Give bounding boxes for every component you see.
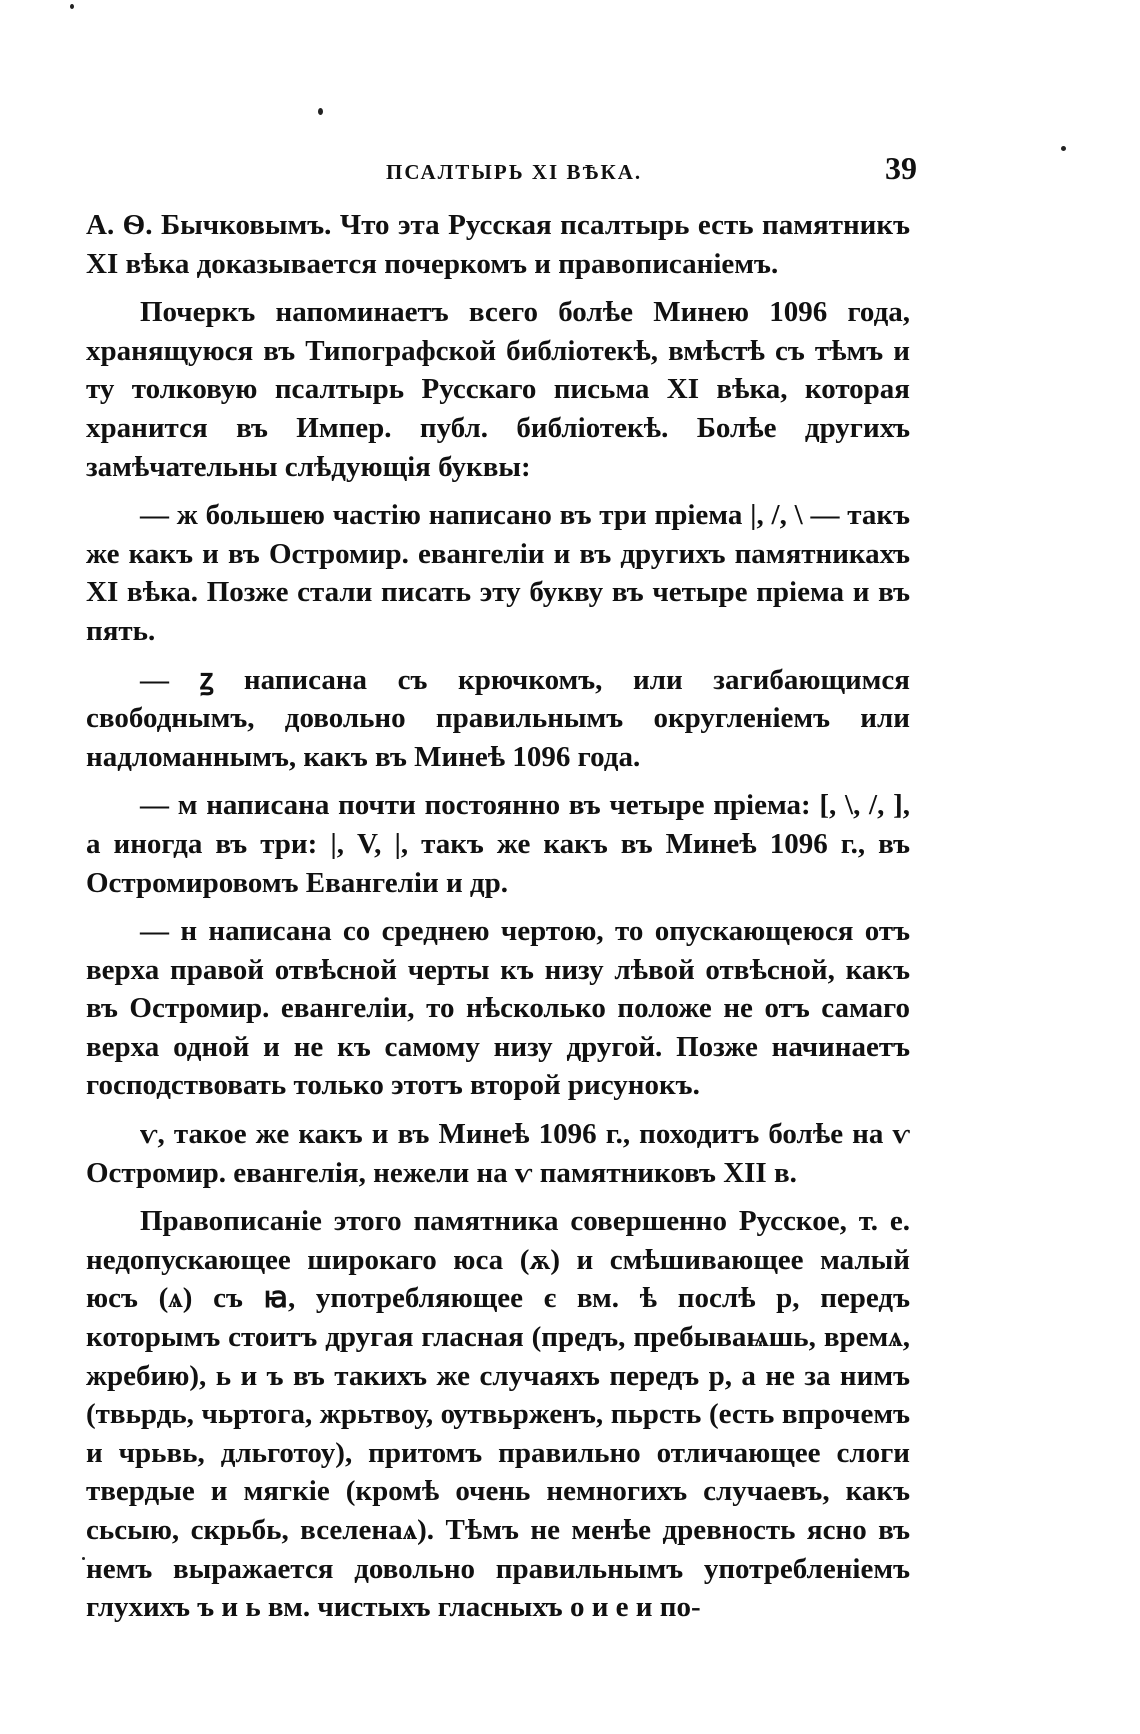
running-title: ПСАЛТЫРЬ XI ВѢКА. <box>386 160 643 184</box>
paragraph: А. Ѳ. Бычковымъ. Что эта Русская псалтырь есть памятникъ XI вѣка доказывается почеркомъ и правописаніемъ. <box>86 209 910 280</box>
paragraph: — н написана со среднею чертою, то опускающеюся отъ верха правой отвѣсной черты къ низу лѣвой отвѣсной, какъ въ Остромир. евангеліи, то нѣсколько положе не отъ самаго верха одной и не къ самому низу другой. Позже начинаетъ господствовать только этотъ второй рисунокъ. <box>86 915 910 1102</box>
paragraph: Почеркъ напоминаетъ всего болѣе Минею 1096 года, хранящуюся въ Типографской библіотекѣ, вмѣстѣ съ тѣмъ и ту толковую псалтырь Русскаго письма XI вѣка, которая хранится въ Импер. публ. библіотекѣ. Болѣе другихъ замѣчательны слѣдующія буквы: <box>86 296 910 483</box>
scan-speck <box>1061 146 1066 151</box>
paragraph: — ж большею частію написано въ три пріема |, /, \ — такъ же какъ и въ Остромир. евангеліи и въ другихъ памятникахъ XI вѣка. Позже стали писать эту букву въ четыре пріема и въ пять. <box>86 499 910 647</box>
paragraph: — ꙁ написана съ крючкомъ, или загибающимся свободнымъ, довольно правильнымъ округленіемъ или надломаннымъ, какъ въ Минеѣ 1096 года. <box>86 663 910 773</box>
paragraph: Правописаніе этого памятника совершенно Русское, т. е. недопускающее широкаго юса (ѫ) и смѣшивающее малый юсъ (ѧ) съ ꙗ, употребляющее є вм. ѣ послѣ р, передъ которымъ стоитъ другая гласная (предъ, пребываѩшь, времѧ, жребию), ь и ъ въ такихъ же случаяхъ передъ р, а не за нимъ (твьрдь, чьртога, жрьтвоу, ѹтвьрженъ, пьрсть (есть впрочемъ и чрьвь, дльготоу), притомъ правильно отличающее слоги твердые и мягкіе (кромѣ очень немногихъ случаевъ, какъ сьсыю, скрьбь, вселенаѧ). Тѣмъ не менѣе древность ясно въ немъ выражается довольно правильнымъ употребленіемъ глухихъ ъ и ь вм. чистыхъ гласныхъ о и е и по- <box>86 1205 910 1624</box>
scan-speck <box>70 4 74 9</box>
scan-speck <box>318 108 323 115</box>
paragraph: — м написана почти постоянно въ четыре пріема: [, \, /, ], а иногда въ три: |, V, |, такъ же какъ въ Минеѣ 1096 г., въ Остромировомъ Евангеліи и др. <box>86 789 910 899</box>
body-text <box>86 206 910 1627</box>
page-number: 39 <box>885 150 917 186</box>
scan-speck <box>82 1557 85 1560</box>
page-header <box>86 150 917 196</box>
paragraph: ѵ, такое же какъ и въ Минеѣ 1096 г., походитъ болѣе на ѵ Остромир. евангелія, нежели на ѵ памятниковъ XII в. <box>86 1118 910 1189</box>
